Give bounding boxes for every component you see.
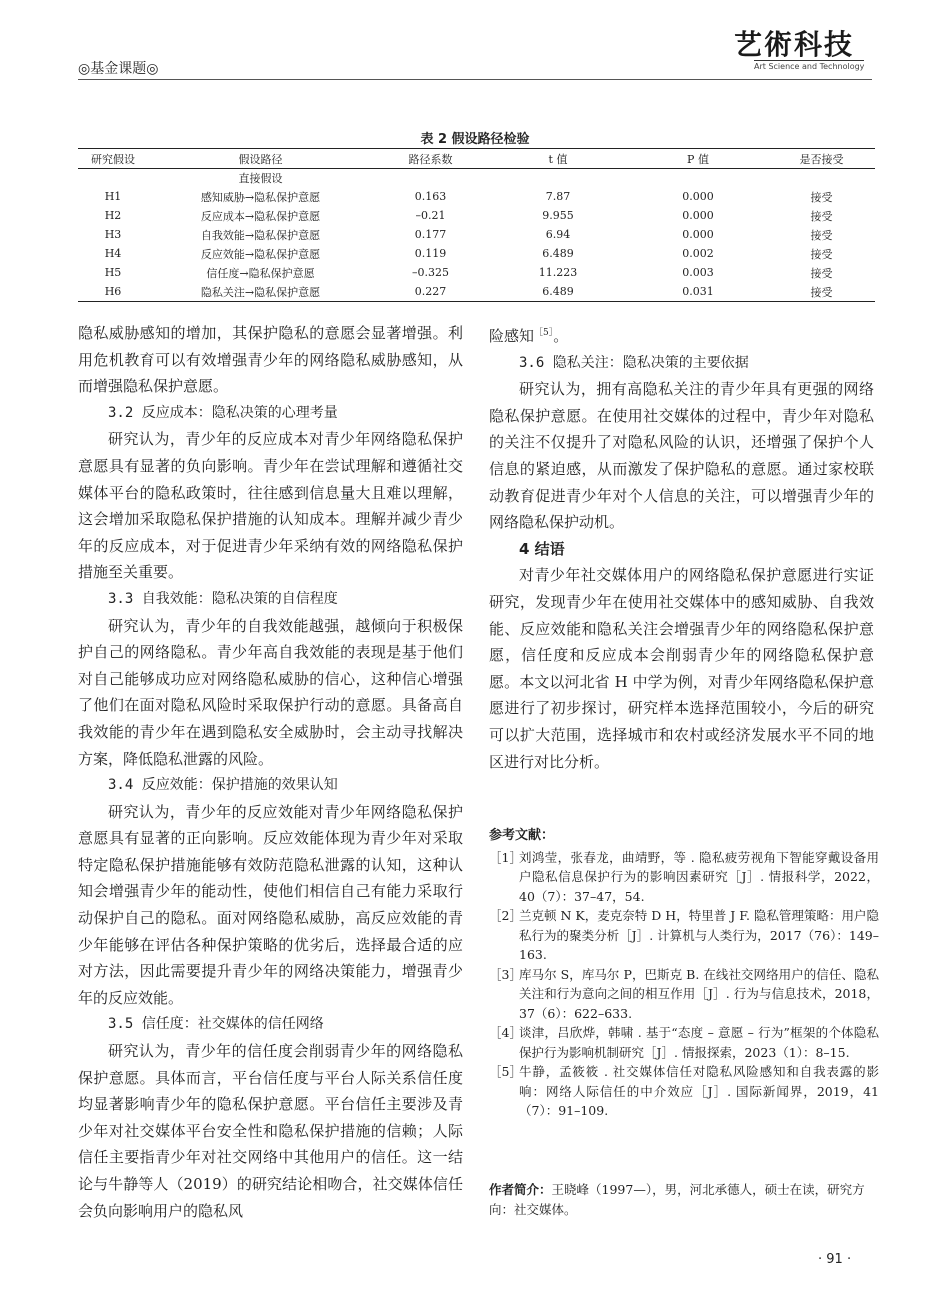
table-row [78,225,875,244]
table-cell: 感知威胁→隐私保护意愿 [200,190,321,204]
reference-item [489,965,879,1024]
references-heading: 参考文献： [489,828,555,843]
table-cell: H5 [104,266,122,279]
table-cell: 反应成本→隐私保护意愿 [200,209,321,223]
paragraph: 对青少年社交媒体用户的网络隐私保护意愿进行实证研究，发现青少年在使用社交媒体中的感知威胁、自我效能、反应效能和隐私关注会增强青少年的网络隐私保护意愿，信任度和反应成本会削弱青少年的网络隐私保护意愿。本文以河北省 H 中学为例，对青少年网络隐私保护意愿进行了初步探讨，研究样本选择范围较小，今后的研究可以扩大范围，选择城市和农村或经济发展水平不同的地区进行对比分析。 [489,566,874,771]
table-cell: 接受 [810,228,833,242]
table-row [78,206,875,225]
table-cell: 0.177 [414,228,447,241]
right-column [489,320,874,775]
table-cell: H3 [104,228,122,241]
paragraph [489,320,874,350]
table-cell: H6 [78,282,148,302]
author-label: 作者简介： [489,1182,552,1197]
section-heading: 3.5 信任度：社交媒体的信任网络 [108,1016,324,1033]
reference-text: 刘鸿莹，张春龙，曲靖野，等 . 隐私疲劳视角下智能穿戴设备用户隐私信息保护行为的影响因素研究［J］. 情报科学，2022，40（7）：37–47，54. [519,849,879,904]
reference-number: ［5］ [489,1064,522,1079]
table-cell: 0.000 [682,209,714,222]
reference-item [489,906,879,965]
paragraph-text: 。 [553,327,569,345]
section-heading: 3.3 自我效能：隐私决策的自信程度 [108,590,338,607]
table-header-cell: 是否接受 [768,149,875,169]
reference-number: ［4］ [489,1025,522,1040]
table-row [78,187,875,206]
table-header-row [78,149,875,169]
reference-number: ［1］ [489,849,522,865]
column-label: ◎基金课题◎ [78,61,159,77]
table-subheader-row [78,169,875,188]
table-row [78,282,875,302]
table-cell: 0.031 [628,282,768,302]
reference-text: 谈津，吕欣烨，韩啸 . 基于“态度 – 意愿 – 行为”框架的个体隐私保护行为影响机制研究［J］. 情报探索，2023（1）：8–15. [519,1025,879,1060]
section-heading: 3.2 反应成本：隐私决策的心理考量 [108,404,338,421]
logo-chinese: 艺術科技 [734,28,855,61]
paragraph: 研究认为，青少年的信任度会削弱青少年的网络隐私保护意愿。具体而言，平台信任度与平台人际关系信任度均显著影响青少年的隐私保护意愿。平台信任主要涉及青少年对社交媒体平台安全性和隐私保护措施的信赖；人际信任主要指青少年对社交网络中其他用户的信任。这一结论与牛静等人（2019）的研究结论相吻合，社交媒体信任会负向影响用户的隐私风 [78,1042,463,1220]
table-cell: 信任度→隐私保护意愿 [206,266,315,280]
table-cell: 接受 [810,247,833,261]
reference-item [489,1062,879,1121]
journal-logo [734,30,874,74]
table-cell: 6.489 [488,282,628,302]
reference-text: 兰克顿 N K，麦克奈特 D H，特里普 J F. 隐私管理策略：用户隐私行为的聚类分析［J］. 计算机与人类行为，2017（76）：149–163. [519,908,879,962]
table-header-cell: t 值 [488,149,628,169]
table-cell: –0.21 [415,209,446,222]
header-divider [78,79,872,80]
table-cell: 0.163 [414,190,447,203]
reference-text: 牛静，孟筱筱 . 社交媒体信任对隐私风险感知和自我表露的影响：网络人际信任的中介效应［J］. 国际新闻界，2019，41（7）：91–109. [519,1064,879,1118]
table-cell: 0.227 [373,282,488,302]
table-cell: 7.87 [545,190,571,203]
table-cell: 接受 [810,266,833,280]
reference-number: ［3］ [489,966,522,982]
table-cell: 接受 [768,282,875,302]
left-column [78,320,463,1224]
reference-number: ［2］ [489,908,522,923]
table-header-cell: 研究假设 [78,149,148,169]
table-cell: 0.119 [414,247,447,260]
table-cell: 自我效能→隐私保护意愿 [200,228,321,242]
section-heading: 4 结语 [519,539,565,558]
table-cell: 接受 [810,209,833,223]
table-header-cell: 路径系数 [373,149,488,169]
logo-english: Art Science and Technology [754,62,865,71]
reference-item [489,848,879,907]
table-cell: 6.94 [545,228,571,241]
table-cell: –0.325 [412,266,449,279]
references [489,826,879,1121]
reference-item [489,1023,879,1062]
table-row [78,244,875,263]
table-cell: 0.003 [682,266,714,279]
table-cell: 6.489 [542,247,574,260]
table-title: 表 2 假设路径检验 [420,132,530,147]
paragraph: 研究认为，青少年的反应成本对青少年网络隐私保护意愿具有显著的负向影响。青少年在尝试理解和遵循社交媒体平台的隐私政策时，往往感到信息量大且难以理解，这会增加采取隐私保护措施的认知成本。理解并减少青少年的反应成本，对于促进青少年采纳有效的网络隐私保护措施至关重要。 [78,430,463,582]
table-cell: 11.223 [538,266,578,279]
paragraph-text: 险感知 [489,327,535,345]
paragraph: 研究认为，拥有高隐私关注的青少年具有更强的网络隐私保护意愿。在使用社交媒体的过程中，青少年对隐私的关注不仅提升了对隐私风险的认识，还增强了保护个人信息的紧迫感，从而激发了保护隐私的意愿。通过家校联动教育促进青少年对个人信息的关注，可以增强青少年的网络隐私保护动机。 [489,380,874,532]
citation[interactable]: ［5］ [534,328,554,338]
section-heading: 3.4 反应效能：保护措施的效果认知 [108,777,338,794]
table-cell: H2 [104,209,122,222]
section-heading: 3.6 隐私关注：隐私决策的主要依据 [519,354,749,371]
paragraph: 研究认为，青少年的反应效能对青少年网络隐私保护意愿具有显著的正向影响。反应效能体现为青少年对采取特定隐私保护措施能够有效防范隐私泄露的认知，这种认知会增强青少年的能动性，使他们相信自己有能力采取行动保护自己的隐私。面对网络隐私威胁，高反应效能的青少年能够在评估各种保护策略的优劣后，选择最合适的应对方法，因此需要提升青少年的网络决策能力，增强青少年的反应效能。 [78,802,463,1007]
table-row [78,263,875,282]
hypothesis-table [78,148,875,302]
paragraph: 隐私威胁感知的增加，其保护隐私的意愿会显著增强。利用危机教育可以有效增强青少年的网络隐私威胁感知，从而增强隐私保护意愿。 [78,324,463,396]
table-cell: 反应效能→隐私保护意愿 [200,247,321,261]
table-cell: 接受 [810,190,833,204]
table-header-cell: P 值 [628,149,768,169]
page-number: · 91 · [818,1252,852,1267]
table-cell: 0.000 [682,190,714,203]
author-bio [489,1180,879,1220]
table-cell: H1 [104,190,122,203]
table-header-cell: 假设路径 [148,149,373,169]
paragraph: 研究认为，青少年的自我效能越强，越倾向于积极保护自己的网络隐私。青少年高自我效能的表现是基于他们对自己能够成功应对网络隐私威胁的信心，这种信心增强了他们在面对隐私风险时采取保护行动的意愿。具备高自我效能的青少年在遇到隐私安全威胁时，会主动寻找解决方案，降低隐私泄露的风险。 [78,616,463,768]
table-cell: 0.000 [682,228,714,241]
table-cell: 隐私关注→隐私保护意愿 [148,282,373,302]
table-cell: 9.955 [542,209,574,222]
table-subheader: 直接假设 [238,172,283,185]
author-text: 王晓峰（1997—），男，河北承德人，硕士在读，研究方向：社交媒体。 [489,1182,865,1217]
reference-text: 库马尔 S，库马尔 P，巴斯克 B. 在线社交网络用户的信任、隐私关注和行为意向之间的相互作用［J］. 行为与信息技术，2018，37（6）：622–633. [519,966,879,1021]
table-cell: 0.002 [682,247,714,260]
table-cell: H4 [104,247,122,260]
